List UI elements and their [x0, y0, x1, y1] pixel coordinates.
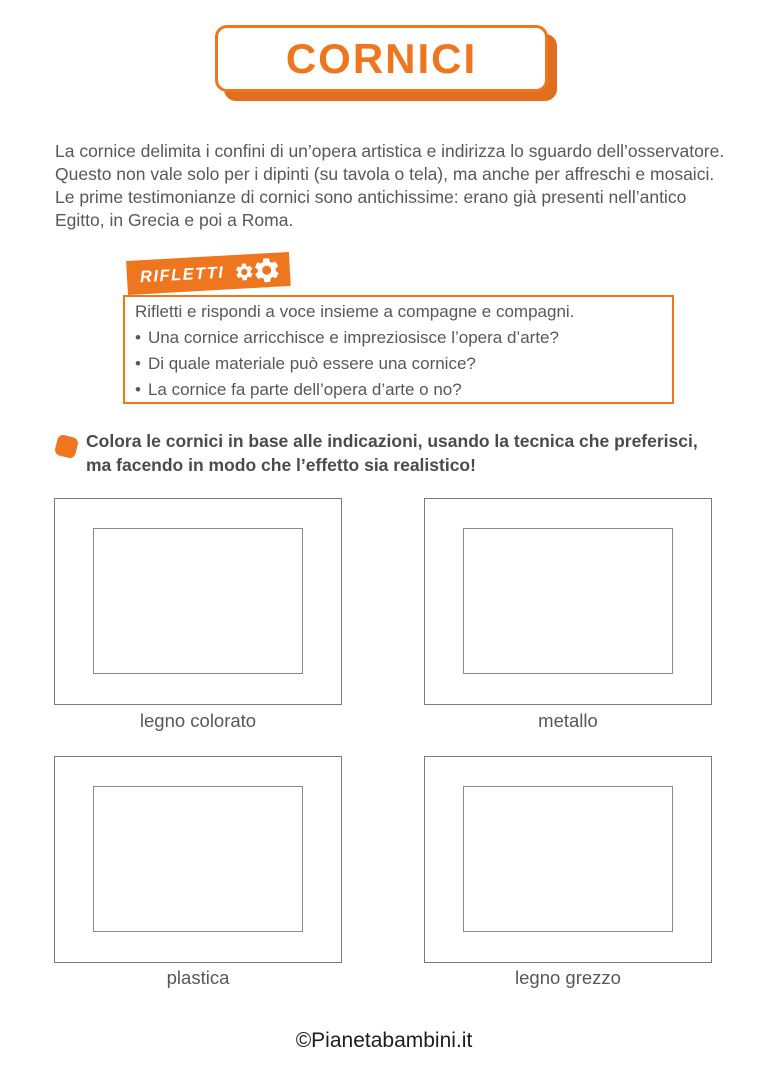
frame-inner-rect [463, 528, 673, 674]
question-item [135, 377, 660, 403]
rifletti-banner-label: RIFLETTI [139, 263, 225, 286]
frame-inner-rect [93, 786, 303, 932]
intro-paragraph: La cornice delimita i confini di un’opera artistica e indirizza lo sguardo dell’osservatore. Questo non vale solo per i dipinti (su tavola o tela), ma anche per affreschi e mosaici. Le prime testimonianze di cornici sono antichissime: erano già presenti nell’antico Egitto, in Grecia e poi a Roma. [55, 141, 725, 230]
frame-inner-rect [463, 786, 673, 932]
frame-label: metallo [538, 710, 598, 731]
questions-intro: Rifletti e rispondi a voce insieme a compagne e compagni. [135, 302, 575, 321]
bullet-point: • [135, 354, 141, 373]
marker-icon [54, 434, 79, 459]
question-text: La cornice fa parte dell’opera d’arte o no? [147, 380, 462, 399]
frame-label: legno colorato [139, 710, 257, 731]
frame-legno-grezzo [424, 756, 712, 963]
question-text: Di quale materiale può essere una cornice? [147, 354, 476, 373]
rifletti-banner [126, 252, 291, 295]
footer-credit: ©Pianetabambini.it [295, 1029, 473, 1052]
frame-metallo [424, 498, 712, 705]
page-title: CORNICI [285, 34, 478, 82]
frame-label: plastica [166, 967, 230, 988]
bullet-point: • [135, 380, 141, 399]
bullet-point: • [135, 328, 141, 347]
title-banner [215, 25, 548, 92]
frame-legno-colorato [54, 498, 342, 705]
questions-box [123, 295, 674, 404]
question-text: Una cornice arricchisce e impreziosisce l’opera d’arte? [147, 328, 559, 347]
task-instruction: Colora le cornici in base alle indicazioni, usando la tecnica che preferisci, ma facendo in modo che l’effetto sia realistico! [86, 431, 698, 475]
frame-plastica [54, 756, 342, 963]
question-item [135, 325, 660, 351]
task-instruction-row [55, 429, 715, 477]
frame-inner-rect [93, 528, 303, 674]
frame-label: legno grezzo [515, 967, 621, 988]
gear-icon [251, 254, 282, 286]
question-item [135, 351, 660, 377]
